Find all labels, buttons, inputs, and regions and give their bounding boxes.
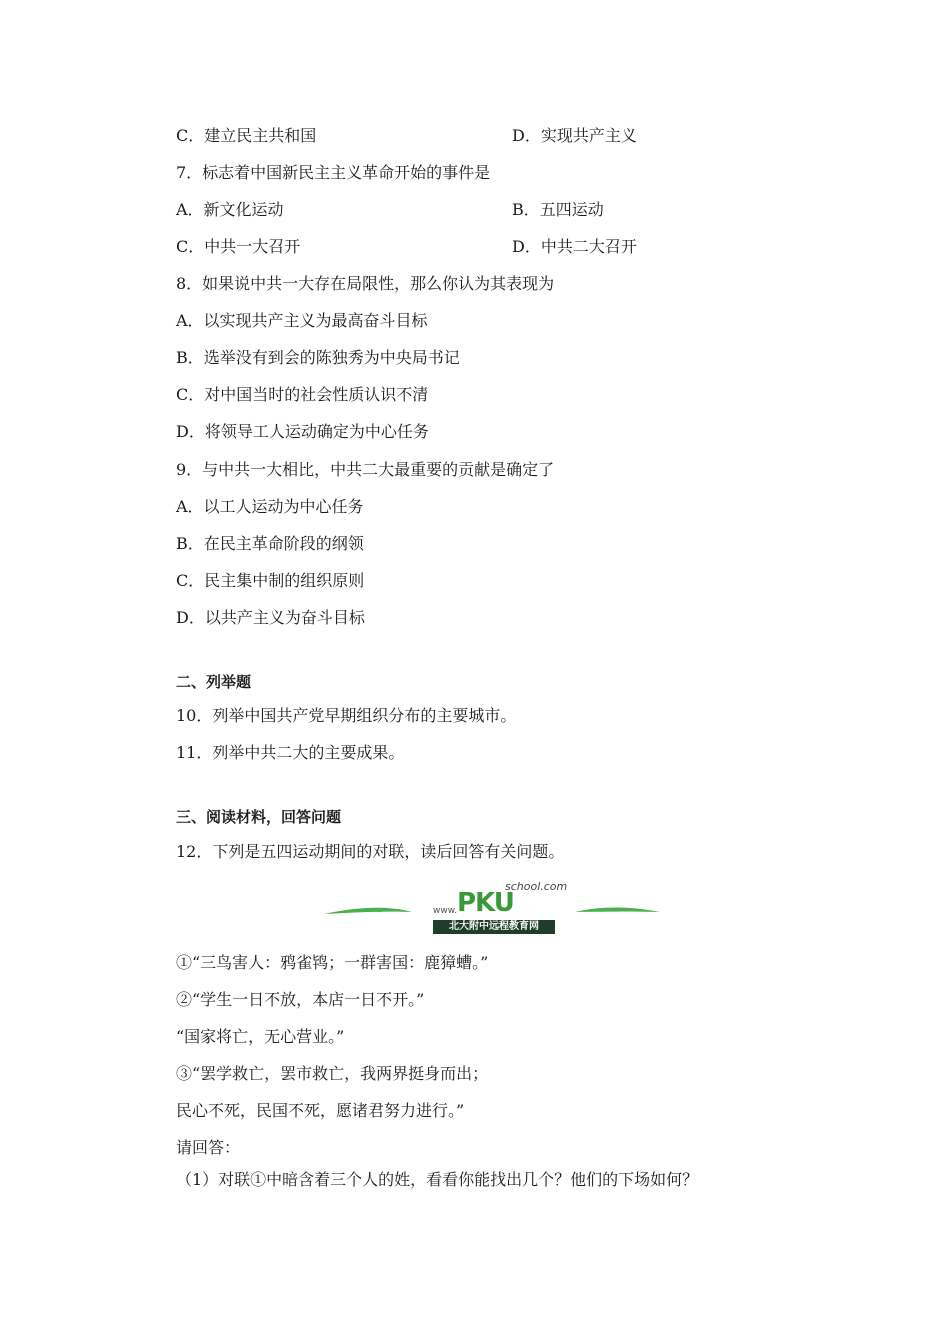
answer-prompt: 请回答：: [176, 1138, 241, 1157]
option-6c: C．建立民主共和国: [176, 126, 317, 145]
question-12: 12．下列是五四运动期间的对联，读后回答有关问题。: [176, 842, 565, 861]
option-7a: A．新文化运动: [176, 200, 284, 219]
logo-school-text: school.com: [505, 880, 568, 893]
option-6d: D．实现共产主义: [512, 126, 637, 145]
section-heading-2: 二、列举题: [176, 673, 252, 691]
question-7: 7．标志着中国新民主主义革命开始的事件是: [176, 163, 491, 182]
logo-wordmark: PKU: [457, 888, 514, 918]
option-9d: D．以共产主义为奋斗目标: [176, 608, 365, 627]
logo-box: [433, 880, 568, 934]
section-heading-3: 三、阅读材料，回答问题: [176, 808, 342, 826]
question-9: 9．与中共一大相比，中共二大最重要的贡献是确定了: [176, 460, 555, 479]
logo-www-text: www.: [433, 906, 458, 916]
couplet-2b: “国家将亡，无心营业。”: [176, 1027, 345, 1046]
option-9c: C．民主集中制的组织原则: [176, 571, 365, 590]
option-8d: D．将领导工人运动确定为中心任务: [176, 422, 429, 441]
logo-banner: 北大附中远程教育网: [433, 920, 555, 934]
couplet-2a: ②“学生一日不放，本店一日不开。”: [176, 990, 425, 1009]
couplet-3a: ③“罢学救亡，罢市救亡，我两界挺身而出；: [176, 1064, 489, 1083]
couplet-3b: 民心不死，民国不死，愿诸君努力进行。”: [176, 1101, 465, 1120]
option-8c: C．对中国当时的社会性质认识不清: [176, 385, 429, 404]
sub-question-1: （1）对联①中暗含着三个人的姓，看看你能找出几个？他们的下场如何？: [176, 1170, 699, 1189]
pku-school-logo: [320, 876, 665, 938]
option-7b: B．五四运动: [512, 200, 604, 219]
question-11: 11．列举中共二大的主要成果。: [176, 743, 405, 762]
option-8b: B．选举没有到会的陈独秀为中央局书记: [176, 348, 460, 367]
couplet-1: ①“三鸟害人：鸦雀鸨；一群害国：鹿獐螬。”: [176, 953, 489, 972]
option-7c: C．中共一大召开: [176, 237, 301, 256]
question-8: 8．如果说中共一大存在局限性，那么你认为其表现为: [176, 274, 555, 293]
option-9a: A．以工人运动为中心任务: [176, 497, 364, 516]
option-8a: A．以实现共产主义为最高奋斗目标: [176, 311, 428, 330]
option-9b: B．在民主革命阶段的纲领: [176, 534, 364, 553]
option-7d: D．中共二大召开: [512, 237, 637, 256]
question-10: 10．列举中国共产党早期组织分布的主要城市。: [176, 706, 517, 725]
